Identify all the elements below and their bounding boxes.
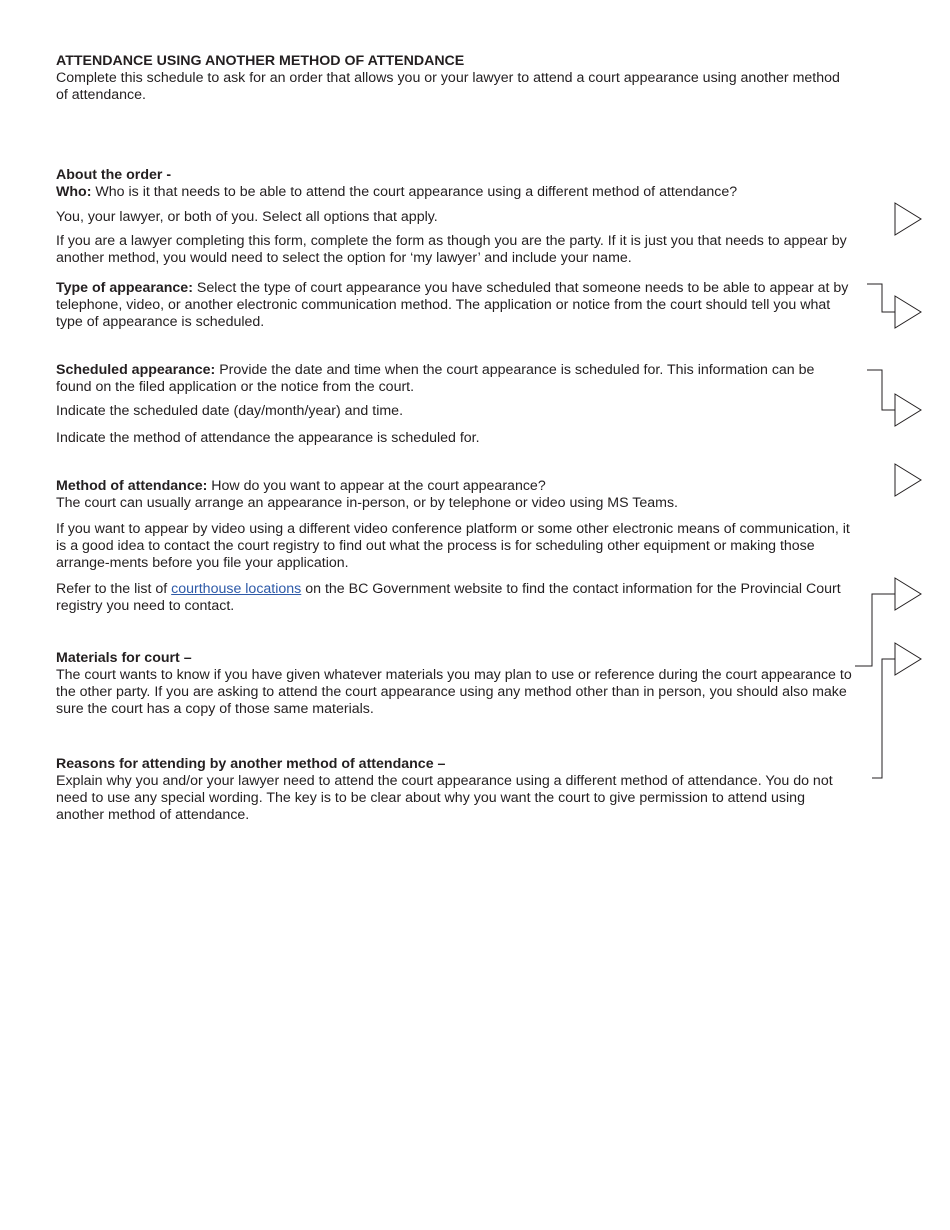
who-label: Who: [56,184,92,200]
type-label: Type of appearance: [56,280,193,296]
materials-text: The court wants to know if you have given whatever materials you may plan to use or reference during the court appearance to the other party. If you are asking to attend the court appearance using any method other than in person, you should also make sure the court has a copy of those same materials. [56,667,852,717]
connector-line [872,659,895,778]
method-label: Method of attendance: [56,478,208,494]
type-text: Select the type of court appearance you have scheduled that someone needs to be able to appear at by telephone, video, or another electronic communication method. The application or notice from the court should tell you what type of appearance is scheduled. [56,280,849,330]
field-pointer-arrow-icon [895,464,921,496]
who-options-text: You, your lawyer, or both of you. Select all options that apply. [56,209,438,225]
connector-line [867,284,895,312]
field-pointer-arrow-icon [895,203,921,235]
connector-line [855,594,895,666]
lawyer-note: If you are a lawyer completing this form, complete the form as though you are the party. If it is just you that needs to appear by another method, you would need to select the option for ‘my lawyer’ and include your name. [56,233,847,266]
field-pointer-arrow-icon [895,643,921,675]
method-text: How do you want to appear at the court appearance? [207,478,546,494]
refer-after-text: on the BC Government website to find the contact information for the Provincial Court registry you need to contact. [56,581,841,614]
page-title: ATTENDANCE USING ANOTHER METHOD OF ATTENDANCE [56,53,465,69]
method-line2: The court can usually arrange an appearance in-person, or by telephone or video using MS Teams. [56,495,678,511]
materials-heading: Materials for court – [56,650,192,666]
intro-text: Complete this schedule to ask for an order that allows you or your lawyer to attend a court appearance using another method of attendance. [56,70,840,103]
method-video-note: If you want to appear by video using a different video conference platform or some other electronic means of communication, it is a good idea to contact the court registry to find out what the process is for scheduling other equipment or making those arrange-ments before you file your application. [56,521,850,571]
courthouse-locations-link[interactable]: courthouse locations [171,581,302,597]
scheduled-method-note: Indicate the method of attendance the appearance is scheduled for. [56,430,480,446]
refer-before-text: Refer to the list of [56,581,172,597]
scheduled-text: Provide the date and time when the court appearance is scheduled for. This information can be found on the filed application or the notice from the court. [56,362,815,395]
reasons-text: Explain why you and/or your lawyer need to attend the court appearance using a different method of attendance. You do not need to use any special wording. The key is to be clear about why you want the court to give permission to attend using another method of attendance. [56,773,833,823]
scheduled-date-note: Indicate the scheduled date (day/month/year) and time. [56,403,404,419]
connector-line [867,370,895,410]
scheduled-label: Scheduled appearance: [56,362,216,378]
reasons-heading: Reasons for attending by another method of attendance – [56,756,446,772]
about-heading: About the order - [56,167,172,183]
field-pointer-arrow-icon [895,578,921,610]
who-text: Who is it that needs to be able to attend the court appearance using a different method of attendance? [91,184,738,200]
field-pointer-arrow-icon [895,296,921,328]
field-pointer-arrow-icon [895,394,921,426]
